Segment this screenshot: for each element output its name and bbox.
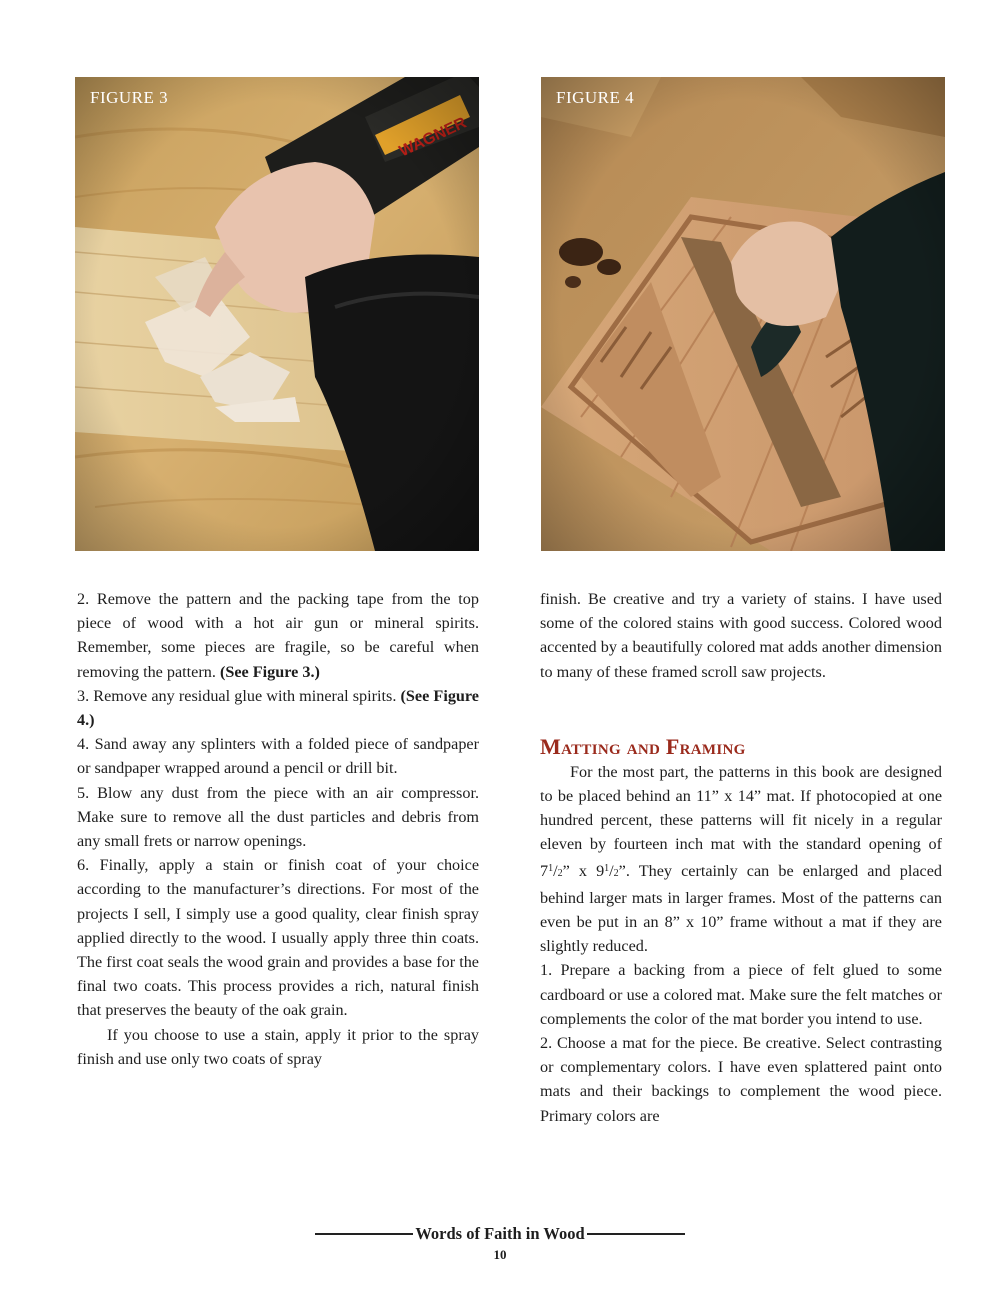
- section-heading-matting-framing: Matting and Framing: [540, 733, 746, 759]
- figure-3-photo: [75, 77, 479, 551]
- footer-rule-left: [315, 1233, 413, 1235]
- fraction-numerator: 1: [604, 862, 610, 874]
- figure-3-label: FIGURE 3: [90, 88, 169, 107]
- page-number: 10: [493, 1247, 507, 1262]
- step-3-paragraph: [77, 684, 479, 732]
- left-text-column: [77, 587, 479, 1071]
- figure-4-image: [541, 77, 945, 551]
- figure-4-photo: [541, 77, 945, 551]
- fraction-denominator: 2: [557, 867, 563, 879]
- step-2-paragraph: [77, 587, 479, 684]
- right-text-column: [540, 587, 942, 1128]
- step-6-paragraph: 6. Finally, apply a stain or finish coat of your choice according to the manufacturer’s directions. For most of the projects I sell, I simply use a good quality, clear finish spray applied directly to the wood. I usually apply three thin coats. The first coat seals the wood grain and provides a base for the final two coats. This process provides a rich, natural finish that preserves the beauty of the oak grain.: [77, 856, 479, 1020]
- intro-text-b: ” x 9: [562, 861, 605, 880]
- stain-continuation-paragraph: finish. Be creative and try a variety of stains. I have used some of the colored stains with good success. Colored wood accented by a beautifully colored mat adds another dimension to many of these framed scroll saw projects.: [540, 590, 942, 681]
- footer-rule-right: [587, 1233, 685, 1235]
- intro-text-a: For the most part, the patterns in this book are designed to be placed behind an 11” x 14” mat. If photocopied at one hundred percent, these patterns will fit nicely in a regular eleven by fourteen inch mat with the standard opening of 7: [540, 762, 942, 880]
- stain-paragraph: If you choose to use a stain, apply it prior to the spray finish and use only two coats of spray: [77, 1025, 479, 1068]
- figure-4-reference: (See Figure 4.): [77, 686, 479, 730]
- intro-text-c: ”. They certainly can be enlarged and placed behind larger mats in larger frames. Most of the patterns can even be put in an 8” x 10” frame without a mat if they are slightly reduced.: [540, 861, 942, 956]
- matting-intro-paragraph: For the most part, the patterns in this book are designed to be placed behind an 11” x 14” mat. If photocopied at one hundred percent, these patterns will fit nicely in a regular eleven by fourteen inch mat with the standard opening of $7^1/2$” x $9^1/2$”. They certainly can be enlarged and placed behind larger mats in larger frames. Most of the patterns can even be put in an 8” x 10” frame without a mat if they are slightly reduced.: [540, 762, 942, 956]
- step-3-text: 3. Remove any residual glue with mineral spirits.: [77, 686, 397, 705]
- step-2-text: 2. Remove the pattern and the packing tape from the top piece of wood with a hot air gun or mineral spirits. Remember, some pieces are fragile, so be careful when removing the pattern.: [77, 590, 479, 681]
- footer-book-title: Words of Faith in Wood: [415, 1224, 585, 1243]
- mat-step-1-paragraph: 1. Prepare a backing from a piece of felt glued to some cardboard or use a colored mat. Make sure the felt matches or complements the color of the mat border you intend to use.: [540, 961, 942, 1028]
- fraction-numerator: 1: [548, 862, 554, 874]
- page-footer: [0, 1224, 1000, 1263]
- mat-step-2-paragraph: 2. Choose a mat for the piece. Be creative. Select contrasting or complementary colors. I have even splattered paint onto mats and their backings to complement the wood piece. Primary colors are: [540, 1034, 942, 1125]
- figure-3-reference: (See Figure 3.): [219, 662, 320, 681]
- step-4-paragraph: 4. Sand away any splinters with a folded piece of sandpaper or sandpaper wrapped around a pencil or drill bit.: [77, 735, 479, 778]
- fraction-denominator: 2: [613, 867, 619, 879]
- step-5-paragraph: 5. Blow any dust from the piece with an air compressor. Make sure to remove all the dust particles and debris from any small frets or narrow openings.: [77, 783, 479, 851]
- figure-3-image: [75, 77, 479, 551]
- figure-4-label: FIGURE 4: [556, 88, 635, 107]
